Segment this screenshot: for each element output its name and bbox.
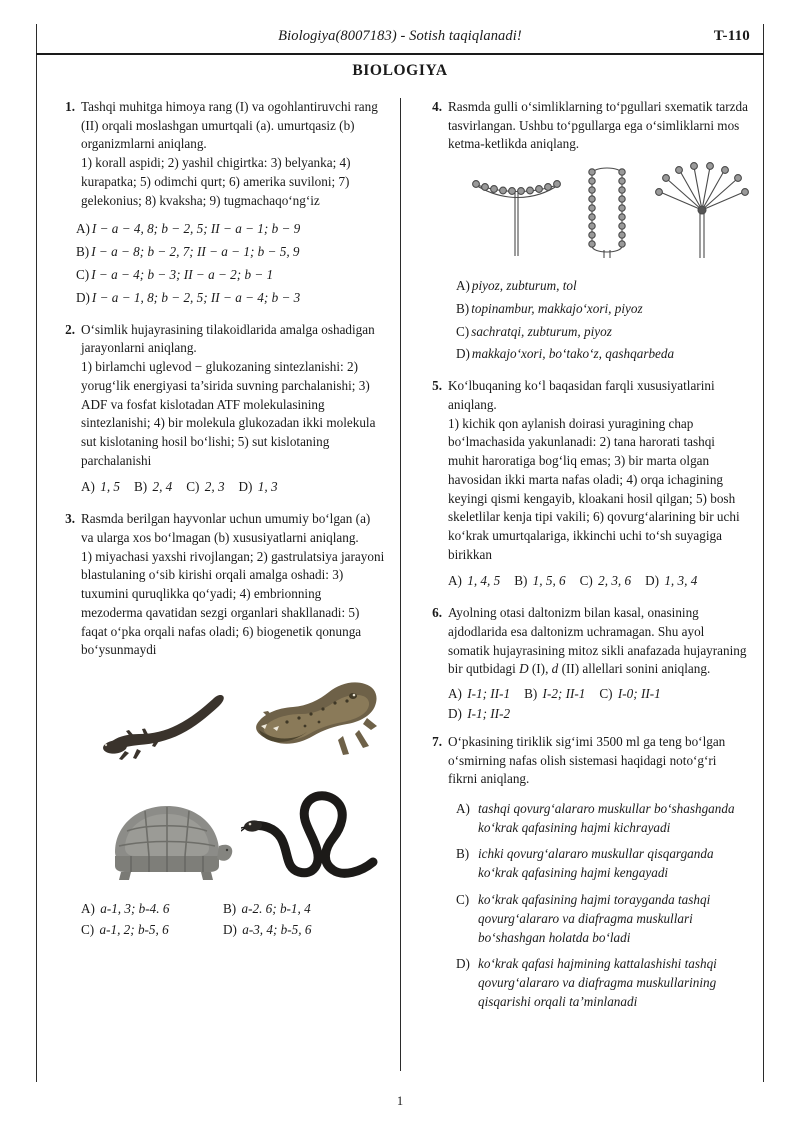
option-letter: D) xyxy=(456,346,470,362)
option-c[interactable] xyxy=(456,322,756,342)
option-d[interactable] xyxy=(76,288,384,308)
option-b[interactable] xyxy=(456,299,756,319)
question-body xyxy=(448,377,748,591)
question-3 xyxy=(56,510,384,940)
option-letter: D) xyxy=(238,479,253,495)
option-letter: C) xyxy=(599,686,613,702)
option-letter: C) xyxy=(456,323,470,339)
question-body xyxy=(448,98,756,367)
question-body xyxy=(81,321,384,498)
question-number: 4. xyxy=(432,99,442,114)
option-a[interactable] xyxy=(448,684,510,704)
option-d[interactable] xyxy=(456,344,756,364)
option-text: I-0; II-1 xyxy=(617,686,661,702)
question-stem: O‘pkasining tiriklik sig‘imi 3500 ml ga teng bo‘lgan o‘smirning nafas olish sistemasi haqidagi noto‘g‘ri fikrni aniqlang. xyxy=(448,733,726,787)
option-text: I − a − 1, 8; b − 2, 5; II − a − 4; b − 3 xyxy=(91,289,301,305)
option-letter: A) xyxy=(456,277,470,293)
question-number: 2. xyxy=(65,321,75,337)
option-letter: B) xyxy=(456,300,470,316)
option-c[interactable] xyxy=(81,920,223,940)
option-text: topinambur, makkajo‘xori, piyoz xyxy=(471,300,643,316)
question-number: 3. xyxy=(65,511,75,527)
page-header xyxy=(50,28,750,54)
option-text: a-3, 4; b-5, 6 xyxy=(242,921,312,937)
question-item-list: 1) kichik qon aylanish doirasi yuragining chap bo‘lmachasida yakunlanadi: 2) tana harorati tashqi muhit haroratiga bog‘liq emas; 3) bir marta olgan havosidan ikki marta nafas oladi; 4) orqa ichagining keyingi qismi kengayib, kloakani hosil qilgan; 5) bosh skeletlilar kenja tipi vakili; 6) qovurg‘alarining bir uchi ko‘krak umurtqalariga, ikkinchi uchi to‘sh suyagiga birikkan xyxy=(448,415,740,562)
question-stem: Tashqi muhitga himoya rang (I) va ogohlantiruvchi rang (II) orqali moslashgan umurtqali (a). umurtqasiz (b) organizmlarni aniqlang. xyxy=(81,99,378,152)
question-item-list: 1) birlamchi uglevod − glukozaning sintezlanishi: 2) yorug‘lik energiyasi ta’sirida suvning parchalanishi; 3) ADF va fosfat kislotadan ATF molekulasining sintezlanishi; 4) bir molekula glukozadan ikki molekula sut kislotaning hosil bo‘lishi; 5) sut kislotaning parchalanishi xyxy=(81,359,376,468)
option-text: I-1; II-1 xyxy=(467,686,511,702)
option-text: I-1; II-2 xyxy=(467,706,511,721)
option-a[interactable] xyxy=(76,219,384,239)
option-a[interactable] xyxy=(81,899,223,919)
inflorescence-head-capitulum xyxy=(473,181,561,256)
allele-symbol-recessive: d xyxy=(551,661,559,677)
option-letter: A) xyxy=(76,221,90,237)
option-text: 2, 4 xyxy=(152,479,173,495)
option-text: I − a − 4, 8; b − 2, 5; II − a − 1; b − 9 xyxy=(91,221,301,237)
question-stem: Ko‘lbuqaning ko‘l baqasidan farqli xususiyatlarini aniqlang. xyxy=(448,378,715,412)
option-letter: B) xyxy=(134,479,148,495)
option-text: a-2. 6; b-1, 4 xyxy=(241,901,311,917)
header-divider-rule xyxy=(36,53,764,55)
option-d[interactable] xyxy=(448,704,510,724)
option-text: ichki qovurg‘alararo muskullar qisqarganda ko‘krak qafasining hajmi kengayadi xyxy=(478,846,714,881)
option-text: 2, 3 xyxy=(204,479,225,495)
option-letter: C) xyxy=(81,921,95,937)
option-letter: D) xyxy=(456,955,470,971)
question-number: 5. xyxy=(432,378,442,394)
option-letter: D) xyxy=(223,921,237,937)
header-title: Biologiya(8007183) - Sotish taqiqlanadi! xyxy=(278,28,522,44)
option-text: a-1, 2; b-5, 6 xyxy=(99,921,169,937)
option-letter: A) xyxy=(448,573,462,589)
question-body xyxy=(448,733,748,1019)
question-1-options xyxy=(56,219,384,307)
option-a[interactable] xyxy=(448,571,500,591)
question-6-options xyxy=(448,684,748,724)
inflorescence-spadix-loop xyxy=(589,168,625,258)
question-7-options xyxy=(448,799,748,1011)
option-text: I-2; II-1 xyxy=(542,686,586,702)
page-title: BIOLOGIYA xyxy=(352,62,448,79)
option-letter: B) xyxy=(456,846,470,862)
question-7 xyxy=(423,733,748,1019)
two-column-body xyxy=(36,98,764,1071)
question-stem: O‘simlik hujayrasining tilakoidlarida amalga oshadigan jarayonlarni aniqlang. xyxy=(81,321,375,356)
question-2 xyxy=(56,321,384,498)
option-letter: C) xyxy=(579,573,593,589)
question-stem xyxy=(448,604,748,679)
option-letter: B) xyxy=(223,901,237,917)
option-text: I − a − 4; b − 3; II − a − 2; b − 1 xyxy=(91,267,274,282)
question-body xyxy=(448,604,748,724)
question-1 xyxy=(56,98,384,210)
header-variant-code: T-110 xyxy=(713,28,750,44)
question-2-options xyxy=(81,477,384,497)
lizard-image xyxy=(95,682,235,770)
option-text: 1, 5, 6 xyxy=(532,573,566,589)
option-text: 1, 3, 4 xyxy=(664,573,698,589)
option-b[interactable] xyxy=(223,899,365,919)
option-letter: A) xyxy=(448,686,462,702)
option-b[interactable] xyxy=(134,477,172,497)
option-text: 1, 4, 5 xyxy=(467,573,501,589)
page-number: 1 xyxy=(396,1094,404,1108)
question-stem-part-2: (I), xyxy=(528,661,552,677)
allele-symbol-dominant: D xyxy=(519,661,529,677)
option-text: a-1, 3; b-4. 6 xyxy=(100,901,170,917)
question-stem: Rasmda gulli o‘simliklarning to‘pgullari sxematik tarzda tasvirlangan. Ushbu to‘pgullarga ega o‘simliklarni mos ketma-ketlikda aniqlang. xyxy=(448,99,748,152)
option-letter: D) xyxy=(76,289,90,305)
option-b[interactable] xyxy=(524,684,585,704)
option-text: ko‘krak qafasining hajmi torayganda tashqi qovurg‘alararo va diafragma muskullari bo‘shashgan holatda bo‘ladi xyxy=(478,891,711,945)
question-number: 6. xyxy=(432,605,442,621)
question-body xyxy=(81,98,384,210)
option-text: 1, 5 xyxy=(100,479,120,495)
question-item-list: 1) miyachasi yaxshi rivojlangan; 2) gastrulatsiya jarayoni blastulaning o‘sib kirishi orqali amalga oshadi: 3) tuxumini quruqlikka qo‘yadi; 4) embrionning mezoderma qavatidan sezgi organlari shakllanadi: 5) faqat o‘pka orqali nafas oladi; 6) biogenetik qonunga bo‘ysunmaydi xyxy=(81,548,385,658)
question-stem: Rasmda berilgan hayvonlar uchun umumiy bo‘lgan (a) va ularga xos bo‘lmagan (b) xususiyatlarni aniqlang. xyxy=(81,511,371,545)
option-d[interactable] xyxy=(456,954,748,1011)
question-5-options xyxy=(448,571,748,591)
question-number: 1. xyxy=(65,99,75,114)
option-text: tashqi qovurg‘alararo muskullar bo‘shashganda ko‘krak qafasining hajmi kichrayadi xyxy=(478,801,735,836)
option-c[interactable] xyxy=(599,684,660,704)
question-stem-part-1: Ayolning otasi daltonizm bilan kasal, onasining ajdodlarida esa daltonizm uchramagan. Shu ayol somatik hujayrasining mitoz sikli anafazada hujayraning bir qutbidagi xyxy=(448,605,747,677)
option-letter: A) xyxy=(81,901,95,917)
option-d[interactable] xyxy=(223,920,365,940)
question-body xyxy=(81,510,385,940)
option-letter: B) xyxy=(514,573,528,589)
option-text: piyoz, zubturum, tol xyxy=(471,277,577,293)
option-text: makkajo‘xori, bo‘tako‘z, qashqarbeda xyxy=(471,346,675,362)
crocodile-image xyxy=(243,674,385,770)
option-text: I − a − 8; b − 2, 7; II − a − 1; b − 5, 9 xyxy=(91,244,300,260)
option-text: 2, 3, 6 xyxy=(598,573,632,589)
option-row-1 xyxy=(81,899,385,919)
option-d[interactable] xyxy=(645,571,697,591)
option-letter: A) xyxy=(81,479,95,495)
option-letter: C) xyxy=(186,479,200,495)
reptile-photo-grid xyxy=(95,674,385,892)
question-6 xyxy=(423,604,748,724)
option-letter: D) xyxy=(645,573,660,589)
option-text: 1, 3 xyxy=(257,479,278,495)
option-c[interactable] xyxy=(580,571,631,591)
question-item-list: 1) korall aspidi; 2) yashil chigirtka: 3) belyanka; 4) kurapatka; 5) odimchi qurt; 6) amerika suviloni; 7) gelekonius; 8) kvaksha; 9) tugmachaqo‘ng‘iz xyxy=(81,155,351,208)
option-b[interactable] xyxy=(514,571,565,591)
question-4-options xyxy=(448,276,756,364)
question-4 xyxy=(423,98,748,367)
question-number: 7. xyxy=(432,733,442,749)
question-stem-part-3: (II) allellari sonini aniqlang. xyxy=(558,661,711,677)
tortoise-image xyxy=(97,786,237,886)
option-letter: C) xyxy=(76,267,90,282)
option-c[interactable] xyxy=(76,265,384,285)
option-letter: B) xyxy=(524,686,538,702)
option-letter: D) xyxy=(448,706,462,721)
option-text: ko‘krak qafasi hajmining kattalashishi tashqi qovurg‘alararo va diafragma muskullarining qisqarishi orqali ta’minlanadi xyxy=(478,955,717,1010)
option-a[interactable] xyxy=(456,799,748,837)
question-3-options xyxy=(81,899,385,940)
option-letter: B) xyxy=(76,244,90,260)
option-b[interactable] xyxy=(76,242,384,262)
option-c[interactable] xyxy=(456,890,748,947)
inflorescence-diagram xyxy=(456,162,756,260)
option-a[interactable] xyxy=(81,477,120,497)
option-b[interactable] xyxy=(456,844,748,882)
option-a[interactable] xyxy=(456,276,756,296)
option-letter: A) xyxy=(456,801,470,816)
right-column xyxy=(400,98,764,1071)
option-text: sachratqi, zubturum, piyoz xyxy=(471,323,612,339)
option-row-2 xyxy=(81,920,385,940)
option-d[interactable] xyxy=(239,477,278,497)
left-column xyxy=(36,98,400,1071)
snake-image xyxy=(241,784,387,888)
option-c[interactable] xyxy=(186,477,224,497)
inflorescence-umbel xyxy=(656,163,749,258)
question-5 xyxy=(423,377,748,591)
option-letter: C) xyxy=(456,891,470,907)
